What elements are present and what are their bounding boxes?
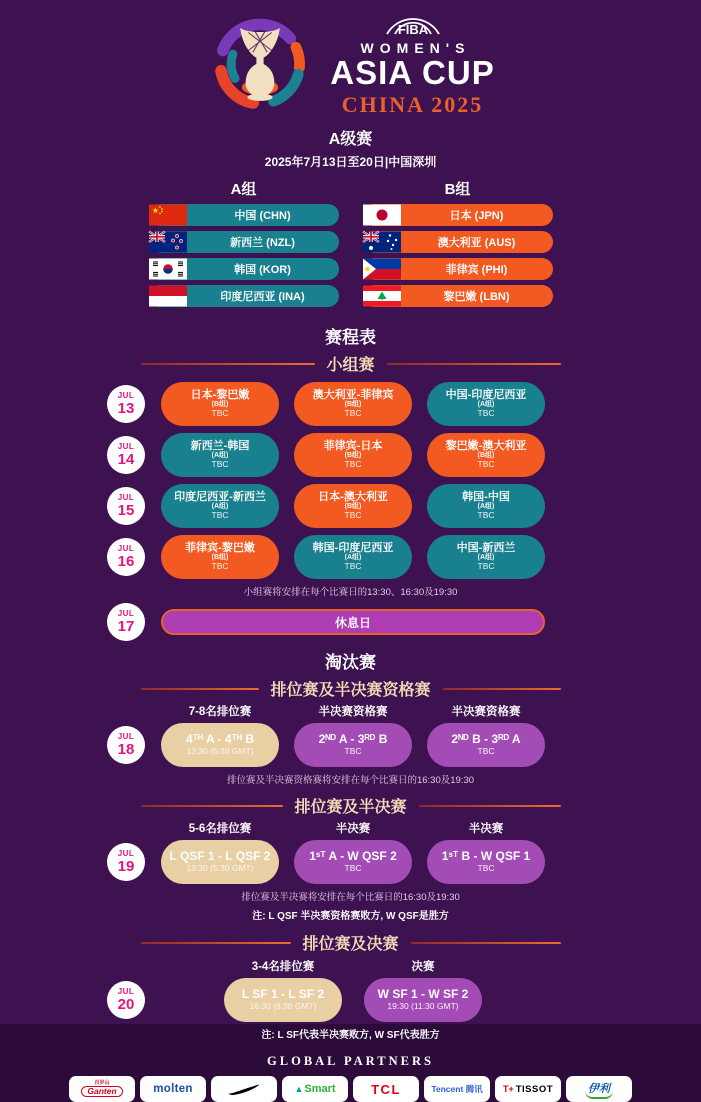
stage3-legend-note: 注: L SF代表半决赛败方, W SF代表胜方 bbox=[261, 1030, 440, 1041]
molten-wordmark: molten bbox=[153, 1083, 193, 1095]
team-row-philippines bbox=[363, 258, 553, 280]
partner-tcl bbox=[353, 1076, 419, 1102]
date-month: JUL bbox=[117, 609, 135, 618]
date-day: 18 bbox=[117, 741, 135, 758]
match-time: TBC bbox=[344, 746, 362, 757]
flag-new-zealand-icon bbox=[149, 231, 187, 253]
match-teams: 澳大利亚-菲律宾 bbox=[312, 388, 394, 401]
stage1-note: 排位赛及半决赛资格赛将安排在每个比赛日的16:30及19:30 bbox=[226, 775, 475, 786]
stage3-title bbox=[141, 931, 561, 954]
match-time: TBC bbox=[477, 561, 495, 572]
match-teams: 韩国-中国 bbox=[462, 490, 510, 503]
ganten-chinese-label: 百岁山 bbox=[94, 1080, 110, 1087]
schedule-row-jul13 bbox=[106, 382, 701, 426]
rest-day-row bbox=[106, 603, 701, 641]
match-label: 2ᴺᴰ A - 3ᴿᴰ B bbox=[318, 732, 388, 747]
match-time: TBC bbox=[477, 408, 495, 419]
match-time: 13:30 (5:30 GMT) bbox=[186, 746, 254, 757]
divider-line bbox=[141, 942, 291, 944]
flag-indonesia-icon bbox=[149, 285, 187, 307]
group-a-title: A组 bbox=[230, 181, 257, 198]
date-location: 2025年7月13日至20日|中国深圳 bbox=[264, 155, 437, 169]
column-header: 3-4名排位赛 bbox=[251, 961, 315, 973]
match-time: TBC bbox=[344, 863, 362, 874]
date-badge bbox=[107, 487, 145, 525]
match-time: TBC bbox=[477, 746, 495, 757]
ganten-logo bbox=[81, 1081, 122, 1097]
partner-molten bbox=[140, 1076, 206, 1102]
divider-line bbox=[443, 688, 561, 690]
match-time: 16:30 (8:30 GMT) bbox=[249, 1001, 317, 1012]
divider-line bbox=[387, 363, 561, 365]
team-name: 黎巴嫩 (LBN) bbox=[443, 291, 510, 303]
date-day: 14 bbox=[117, 451, 135, 468]
match-pill bbox=[427, 433, 545, 477]
group-stage-title-text: 小组赛 bbox=[326, 357, 375, 374]
team-row-indonesia bbox=[149, 285, 339, 307]
schedule-row-jul15 bbox=[106, 484, 701, 528]
match-teams: 菲律宾-日本 bbox=[323, 439, 383, 452]
smart-triangle-icon: ▲ bbox=[294, 1084, 304, 1094]
match-time: TBC bbox=[211, 510, 229, 521]
date-month: JUL bbox=[117, 732, 135, 741]
tencent-wordmark: Tencent 腾讯 bbox=[431, 1084, 483, 1094]
stage1-title-text: 排位赛及半决赛资格赛 bbox=[270, 682, 431, 699]
match-group: (A组) bbox=[477, 503, 495, 511]
team-row-lebanon bbox=[363, 285, 553, 307]
flag-china-icon bbox=[149, 204, 187, 226]
match-group: (B组) bbox=[477, 452, 495, 460]
ganten-wordmark: Ganten bbox=[81, 1086, 122, 1097]
date-day: 17 bbox=[117, 618, 135, 635]
date-month: JUL bbox=[117, 987, 135, 996]
schedule-row-jul14 bbox=[106, 433, 701, 477]
group-stage-note: 小组赛将安排在每个比赛日的13:30、16:30及19:30 bbox=[243, 587, 458, 598]
match-label: 1ˢᵀ A - W QSF 2 bbox=[309, 849, 397, 864]
stage1-title bbox=[141, 677, 561, 700]
column-header: 5-6名排位赛 bbox=[188, 823, 252, 835]
match-label: L QSF 1 - L QSF 2 bbox=[169, 849, 271, 864]
date-badge bbox=[107, 538, 145, 576]
match-pill bbox=[427, 382, 545, 426]
tissot-tplus-icon: T+ bbox=[502, 1084, 514, 1094]
stage2-note: 排位赛及半决赛将安排在每个比赛日的16:30及19:30 bbox=[241, 892, 460, 903]
flag-australia-icon bbox=[363, 231, 401, 253]
partner-smart bbox=[282, 1076, 348, 1102]
match-time: TBC bbox=[211, 561, 229, 572]
groups-section bbox=[0, 178, 701, 312]
match-pill bbox=[294, 723, 412, 767]
partner-ganten bbox=[69, 1076, 135, 1102]
stage1-headers bbox=[106, 703, 701, 719]
stage3-title-text: 排位赛及决赛 bbox=[302, 936, 399, 953]
partner-nike bbox=[211, 1076, 277, 1102]
date-month: JUL bbox=[117, 442, 135, 451]
flag-lebanon-icon bbox=[363, 285, 401, 307]
match-pill bbox=[427, 484, 545, 528]
match-teams: 韩国-印度尼西亚 bbox=[312, 541, 394, 554]
match-pill bbox=[294, 484, 412, 528]
smart-wordmark: Smart bbox=[304, 1083, 336, 1095]
date-month: JUL bbox=[117, 493, 135, 502]
match-teams: 中国-新西兰 bbox=[456, 541, 516, 554]
match-teams: 新西兰-韩国 bbox=[190, 439, 250, 452]
team-name: 澳大利亚 (AUS) bbox=[437, 237, 516, 249]
match-time: TBC bbox=[211, 408, 229, 419]
match-group: (B组) bbox=[344, 401, 362, 409]
date-badge bbox=[107, 436, 145, 474]
team-name: 韩国 (KOR) bbox=[234, 264, 291, 276]
match-group: (B组) bbox=[211, 401, 229, 409]
match-time: TBC bbox=[477, 863, 495, 874]
date-day: 15 bbox=[117, 502, 135, 519]
group-b-title: B组 bbox=[444, 181, 471, 198]
flag-philippines-icon bbox=[363, 258, 401, 280]
flag-south-korea-icon bbox=[149, 258, 187, 280]
match-group: (A组) bbox=[477, 554, 495, 562]
match-time: TBC bbox=[344, 510, 362, 521]
tissot-wordmark: TISSOT bbox=[515, 1083, 554, 1095]
yili-wordmark: 伊利 bbox=[585, 1080, 613, 1099]
match-time: TBC bbox=[211, 459, 229, 470]
fiba-logo bbox=[371, 12, 455, 38]
date-badge bbox=[107, 726, 145, 764]
flag-japan-icon bbox=[363, 204, 401, 226]
date-day: 19 bbox=[117, 858, 135, 875]
match-time: TBC bbox=[344, 561, 362, 572]
match-time: 19:30 (11:30 GMT) bbox=[387, 1001, 459, 1012]
match-pill bbox=[427, 723, 545, 767]
column-header: 决赛 bbox=[411, 961, 435, 973]
divider-line bbox=[419, 805, 561, 807]
team-row-south-korea bbox=[149, 258, 339, 280]
match-teams: 印度尼西亚-新西兰 bbox=[174, 490, 266, 503]
match-pill bbox=[161, 433, 279, 477]
date-badge bbox=[107, 385, 145, 423]
date-month: JUL bbox=[117, 849, 135, 858]
match-label: 4ᵀᴴ A - 4ᵀᴴ B bbox=[186, 732, 254, 747]
date-day: 20 bbox=[117, 996, 135, 1013]
group-a bbox=[149, 178, 339, 312]
match-group: (B组) bbox=[211, 554, 229, 562]
match-time: TBC bbox=[477, 510, 495, 521]
match-pill bbox=[427, 840, 545, 884]
team-name: 新西兰 (NZL) bbox=[230, 237, 295, 249]
stage3-row bbox=[106, 978, 701, 1022]
match-time: 13:30 (5:30 GMT) bbox=[186, 863, 254, 874]
tournament-trophy-logo bbox=[206, 10, 314, 118]
partners-row bbox=[0, 1076, 701, 1102]
stage2-title-text: 排位赛及半决赛 bbox=[294, 799, 407, 816]
team-row-new-zealand bbox=[149, 231, 339, 253]
match-pill bbox=[161, 382, 279, 426]
date-badge bbox=[107, 981, 145, 1019]
match-pill bbox=[294, 433, 412, 477]
partner-tencent bbox=[424, 1076, 490, 1102]
nike-swoosh-icon bbox=[227, 1083, 261, 1096]
column-header: 半决赛资格赛 bbox=[451, 706, 521, 718]
date-day: 16 bbox=[117, 553, 135, 570]
schedule-row-jul16 bbox=[106, 535, 701, 579]
header bbox=[0, 0, 701, 122]
match-teams: 黎巴嫩-澳大利亚 bbox=[445, 439, 527, 452]
match-pill bbox=[161, 840, 279, 884]
match-teams: 菲律宾-黎巴嫩 bbox=[185, 541, 255, 554]
match-pill bbox=[294, 840, 412, 884]
match-time: TBC bbox=[477, 459, 495, 470]
group-stage-title bbox=[141, 352, 561, 375]
team-name: 中国 (CHN) bbox=[234, 210, 291, 222]
match-teams: 中国-印度尼西亚 bbox=[445, 388, 527, 401]
stage2-title bbox=[141, 794, 561, 817]
column-header: 7-8名排位赛 bbox=[188, 706, 252, 718]
womens-title: WOMEN'S bbox=[360, 40, 471, 56]
date-badge bbox=[107, 603, 145, 641]
asia-cup-title: ASIA CUP bbox=[330, 54, 495, 91]
match-group: (A组) bbox=[211, 452, 229, 460]
stage2-legend-note: 注: L QSF 半决赛资格赛败方, W QSF是胜方 bbox=[252, 911, 449, 922]
date-day: 13 bbox=[117, 400, 135, 417]
schedule-title: 赛程表 bbox=[325, 328, 376, 347]
match-group: (A组) bbox=[477, 401, 495, 409]
team-row-japan bbox=[363, 204, 553, 226]
match-time: TBC bbox=[344, 408, 362, 419]
date-badge bbox=[107, 843, 145, 881]
group-b bbox=[363, 178, 553, 312]
match-pill bbox=[161, 484, 279, 528]
column-header: 半决赛 bbox=[468, 823, 504, 835]
match-label: 2ᴺᴰ B - 3ᴿᴰ A bbox=[451, 732, 521, 747]
match-group: (A组) bbox=[211, 503, 229, 511]
date-month: JUL bbox=[117, 391, 135, 400]
match-time: TBC bbox=[344, 459, 362, 470]
match-pill bbox=[294, 382, 412, 426]
match-teams: 日本-澳大利亚 bbox=[318, 490, 388, 503]
team-name: 日本 (JPN) bbox=[449, 210, 504, 222]
match-pill bbox=[224, 978, 342, 1022]
knockout-title: 淘汰赛 bbox=[325, 653, 376, 672]
divider-line bbox=[411, 942, 561, 944]
column-header: 半决赛资格赛 bbox=[318, 706, 388, 718]
match-label: L SF 1 - L SF 2 bbox=[241, 987, 325, 1002]
match-pill bbox=[161, 535, 279, 579]
brand-block bbox=[330, 10, 494, 118]
match-pill bbox=[427, 535, 545, 579]
divider-line bbox=[141, 805, 283, 807]
stage2-row bbox=[106, 840, 701, 884]
match-teams: 日本-黎巴嫩 bbox=[190, 388, 250, 401]
column-header: 半决赛 bbox=[335, 823, 371, 835]
division-title: A级赛 bbox=[328, 131, 373, 148]
divider-line bbox=[141, 688, 259, 690]
team-row-australia bbox=[363, 231, 553, 253]
china-2025-title: CHINA 2025 bbox=[341, 91, 484, 117]
global-partners-title: GLOBAL PARTNERS bbox=[267, 1054, 434, 1068]
match-pill bbox=[364, 978, 482, 1022]
partner-tissot bbox=[495, 1076, 561, 1102]
date-month: JUL bbox=[117, 544, 135, 553]
stage3-headers bbox=[106, 958, 701, 974]
rest-day-bar: 休息日 bbox=[161, 609, 545, 635]
divider-line bbox=[141, 363, 315, 365]
fiba-wordmark: FIBA bbox=[397, 22, 428, 37]
team-row-china bbox=[149, 204, 339, 226]
stage1-row bbox=[106, 723, 701, 767]
stage2-headers bbox=[106, 820, 701, 836]
match-label: W SF 1 - W SF 2 bbox=[377, 987, 469, 1002]
team-name: 印度尼西亚 (INA) bbox=[220, 291, 305, 303]
match-pill bbox=[294, 535, 412, 579]
match-group: (B组) bbox=[344, 452, 362, 460]
match-group: (A组) bbox=[344, 554, 362, 562]
tcl-wordmark: TCL bbox=[371, 1081, 401, 1097]
match-pill bbox=[161, 723, 279, 767]
match-group: (B组) bbox=[344, 503, 362, 511]
partner-yili bbox=[566, 1076, 632, 1102]
team-name: 菲律宾 (PHI) bbox=[445, 264, 508, 276]
match-label: 1ˢᵀ B - W QSF 1 bbox=[441, 849, 531, 864]
